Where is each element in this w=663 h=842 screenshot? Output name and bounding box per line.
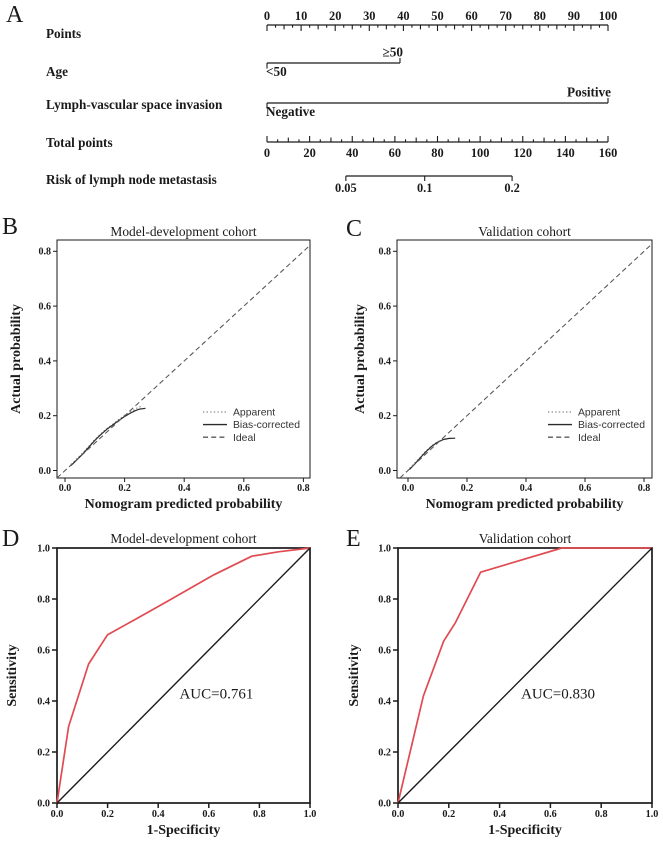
y-axis-tick-label: 0.0 [38, 465, 51, 477]
panel-letter-b: B [2, 214, 19, 240]
y-axis-tick-label: 0.8 [37, 594, 50, 606]
x-axis-tick-label: 0.0 [401, 483, 415, 494]
axis-tick-label: 90 [567, 9, 581, 23]
auc-annotation: AUC=0.830 [521, 686, 595, 703]
x-axis-tick-label: 0.8 [297, 483, 310, 494]
y-axis-tick-label: 0.8 [38, 246, 51, 258]
axis-tick-label: 0 [263, 146, 271, 160]
x-axis-tick-label: 1.0 [303, 809, 317, 820]
x-axis-label: Nomogram predicted probability [84, 497, 283, 512]
y-axis-tick-label: 0.0 [37, 798, 50, 810]
auc-annotation: AUC=0.761 [179, 686, 254, 703]
risk-tick-label: 0.2 [504, 181, 520, 195]
plot-title: Model-development cohort [110, 531, 257, 546]
y-axis-tick-label: 0.2 [378, 747, 391, 759]
axis-tick-label: 10 [294, 9, 308, 23]
axis-tick-label: 50 [431, 9, 444, 23]
y-axis-tick-label: 0.0 [378, 798, 391, 810]
y-axis-tick-label: 0.6 [378, 645, 391, 657]
x-axis-label: 1-Specificity [146, 823, 221, 838]
axis-tick-label: 160 [598, 146, 618, 160]
y-axis-label: Actual probability [9, 304, 24, 414]
axis-tick-label: 20 [329, 9, 342, 23]
legend-apparent-label: Apparent [578, 407, 621, 419]
legend-apparent-label: Apparent [233, 407, 276, 419]
y-axis-tick-label: 0.2 [378, 411, 391, 423]
axis-tick-label: 40 [346, 146, 359, 160]
y-axis-tick-label: 1.0 [378, 543, 391, 555]
y-axis-tick-label: 0.4 [38, 356, 51, 368]
x-axis-tick-label: 0.4 [177, 483, 191, 494]
y-axis-tick-label: 0.4 [378, 696, 391, 708]
axis-tick-label: 100 [598, 9, 618, 23]
y-axis-tick-label: 0.2 [38, 411, 51, 423]
x-axis-tick-label: 0.6 [544, 809, 557, 820]
axis-tick-label: 30 [363, 9, 376, 23]
x-axis-tick-label: 0.4 [151, 809, 165, 820]
panel-letter-c: C [346, 216, 363, 242]
nomogram-row-label: Age [46, 64, 68, 79]
x-axis-tick-label: 0.8 [253, 809, 266, 820]
x-axis-label: Nomogram predicted probability [425, 497, 624, 512]
axis-tick-label: 100 [470, 146, 490, 160]
x-axis-tick-label: 0.0 [391, 809, 405, 820]
x-axis-label: 1-Specificity [488, 823, 562, 838]
nomogram-row-label: Points [46, 26, 82, 41]
plot-title: Validation cohort [478, 224, 571, 239]
axis-tick-label: 80 [431, 146, 444, 160]
x-axis-tick-label: 0.2 [101, 809, 114, 820]
category-label: <50 [266, 64, 287, 79]
x-axis-tick-label: 0.2 [118, 483, 131, 494]
axis-tick-label: 120 [513, 146, 533, 160]
category-label: Positive [567, 84, 611, 100]
x-axis-tick-label: 0.2 [442, 809, 456, 820]
axis-tick-label: 0 [263, 9, 271, 23]
y-axis-tick-label: 0.6 [378, 301, 391, 313]
y-axis-tick-label: 0.6 [37, 645, 50, 657]
y-axis-tick-label: 0.0 [378, 465, 391, 477]
legend-bias-corrected-label: Bias-corrected [578, 420, 645, 432]
y-axis-tick-label: 0.4 [378, 356, 391, 368]
y-axis-tick-label: 0.2 [37, 747, 50, 759]
x-axis-tick-label: 0.0 [50, 809, 64, 820]
axis-tick-label: 20 [303, 146, 316, 160]
x-axis-tick-label: 0.6 [578, 483, 592, 494]
nomogram-row-label: Lymph-vascular space invasion [46, 97, 223, 112]
panel-letter-e: E [346, 526, 361, 552]
plot-title: Model-development cohort [110, 224, 257, 239]
y-axis-label: Sensitivity [5, 644, 20, 707]
category-label: ≥50 [382, 44, 403, 60]
reference-line-line [398, 548, 652, 803]
axis-tick-label: 70 [499, 9, 512, 23]
y-axis-tick-label: 0.8 [378, 246, 391, 258]
plot-title: Validation cohort [478, 531, 572, 546]
x-axis-tick-label: 0.4 [519, 483, 533, 494]
x-axis-tick-label: 1.0 [645, 809, 659, 820]
axis-tick-label: 60 [388, 146, 402, 160]
risk-tick-label: 0.05 [335, 181, 357, 195]
axis-tick-label: 40 [397, 9, 410, 23]
nomogram-row-label: Risk of lymph node metastasis [46, 172, 217, 187]
axis-tick-label: 80 [533, 9, 546, 23]
axis-tick-label: 140 [556, 146, 575, 160]
legend-ideal-label: Ideal [233, 432, 256, 444]
y-axis-tick-label: 0.4 [37, 696, 50, 708]
x-axis-tick-label: 0.6 [237, 483, 251, 494]
y-axis-label: Sensitivity [347, 644, 362, 707]
legend-bias-corrected-label: Bias-corrected [233, 420, 300, 432]
y-axis-label: Actual probability [353, 304, 368, 414]
x-axis-tick-label: 0.4 [493, 809, 506, 820]
axis-tick-label: 60 [465, 9, 478, 23]
x-axis-tick-label: 0.8 [637, 483, 651, 494]
nomogram-row-label: Total points [46, 135, 113, 150]
x-axis-tick-label: 0.8 [594, 809, 608, 820]
x-axis-tick-label: 0.0 [58, 483, 72, 494]
panel-letter-a: A [6, 2, 24, 28]
y-axis-tick-label: 0.8 [378, 594, 391, 606]
legend-ideal-label: Ideal [578, 432, 601, 444]
y-axis-tick-label: 0.6 [38, 301, 51, 313]
y-axis-tick-label: 1.0 [37, 543, 50, 555]
x-axis-tick-label: 0.2 [460, 483, 474, 494]
panel-letter-d: D [2, 526, 20, 552]
x-axis-tick-label: 0.6 [202, 809, 216, 820]
risk-tick-label: 0.1 [416, 181, 433, 195]
category-label: Negative [266, 104, 316, 119]
